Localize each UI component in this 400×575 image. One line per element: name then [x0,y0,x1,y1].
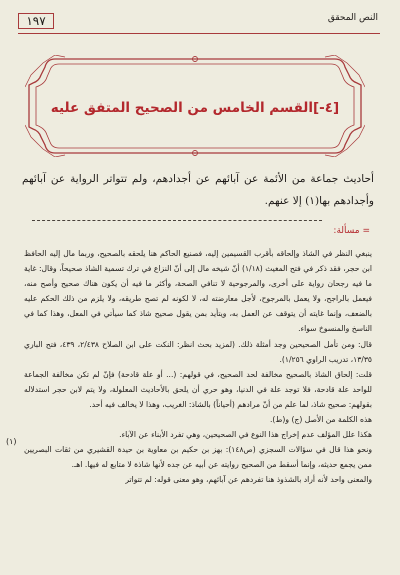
notes-body [24,246,372,488]
issue-label: = مسألة: [333,226,370,236]
footnote-paragraph: ونحو هذا قال في سؤالات السجزي (ص١٤٨): بهز بن حكيم بن معاوية بن حيدة القشيري من ثقات البصريين ممن يجمع حديثه، وإنما أسقط من الصحيح روايته عن أبيه عن جده لأنها شاذة لا متابع له فيها. اهـ. [24,445,372,470]
page-number: ١٩٧ [18,13,54,29]
intro-paragraph: أحاديث جماعة من الأئمة عن آبائهم عن أجدادهم، ولم تتواتر الرواية عن آبائهم وأجدادهم بها(١) إلا عنهم. [22,173,374,207]
running-head: النص المحقق [327,13,378,23]
footnote-paragraph: والمعنى واحد لأنه أراد بالشذوذ هنا تفردهم عن آبائهم، وهو معنى قوله: لم تتواتر [125,475,372,485]
footnote-paragraph: هذه الكلمة من الأصل (ج) و(ط). [270,415,372,425]
note-paragraph: ينبغي النظر في الشاذ وإلحاقه بأقرب القسيمين إليه، فصنيع الحاكم هنا يلحقه بالصحيح، وربما مال إليه الحافظ ابن حجر، فقد ذكر في فتح المغيث (١/١٨) أنّ شيخه مال إلى أنّ النزاع في ترك تسمية الشاذ صحيحاً، وقال: غاية ما فيه رجحان رواية على أخرى، والمرجوحية لا تنافي الصحة، وأكثر ما فيه أن يكون هناك صحيح وأصح منه، فيعمل بالراجح، ولا يعمل بالمرجوح، لأجل معارضته له، لا لكونه لم تصح طريقه، ولا يلزم من ذلك الحكم عليه بالضعف، وإنما غايته أن يتوقف عن العمل به، ويتأيد بمن يقول صحيح شاذ كما سيأتي في المعل، وهذا كما في الناسخ والمنسوخ سواء. [24,249,372,334]
footnote-paragraph: هكذا علل المؤلف عدم إخراج هذا النوع في الصحيحين، وهي تفرد الأبناء عن الآباء. [119,430,372,440]
separator-rule [32,220,322,221]
note-paragraph: قلت: إلحاق الشاذ بالصحيح مخالفة لحد الصحيح، في قولهم: (... أو علة قادحة) فإنّ لم تكن مخالفة الجماعة للواحد علة قادحة، فلا توجد علة في الدنيا، وهو حري أن يلحق بالأحاديث المعلولة، ولا يتم لابن حجر استدلاله بقولهم: صحيح شاذ، لما علم من أنّ مرادهم (أحياناً) بالشاذ: الغريب، وهذا لا يخالف فيه أحد. [24,369,372,409]
section-title: [٤-]القسم الخامس من الصحيح المتفق عليه [50,100,340,116]
note-paragraph: قال: ومن تأمل الصحيحين وجد أمثلة ذلك. (لمزيد بحث انظر: النكت على ابن الصلاح ٢/٤٣٨، ٤٣٩، فتح الباري ١٣/٣٥، تدريب الراوي ١/٢٥٦). [24,339,372,364]
header-rule [18,33,380,34]
footnote-marker: (١) [6,437,17,446]
